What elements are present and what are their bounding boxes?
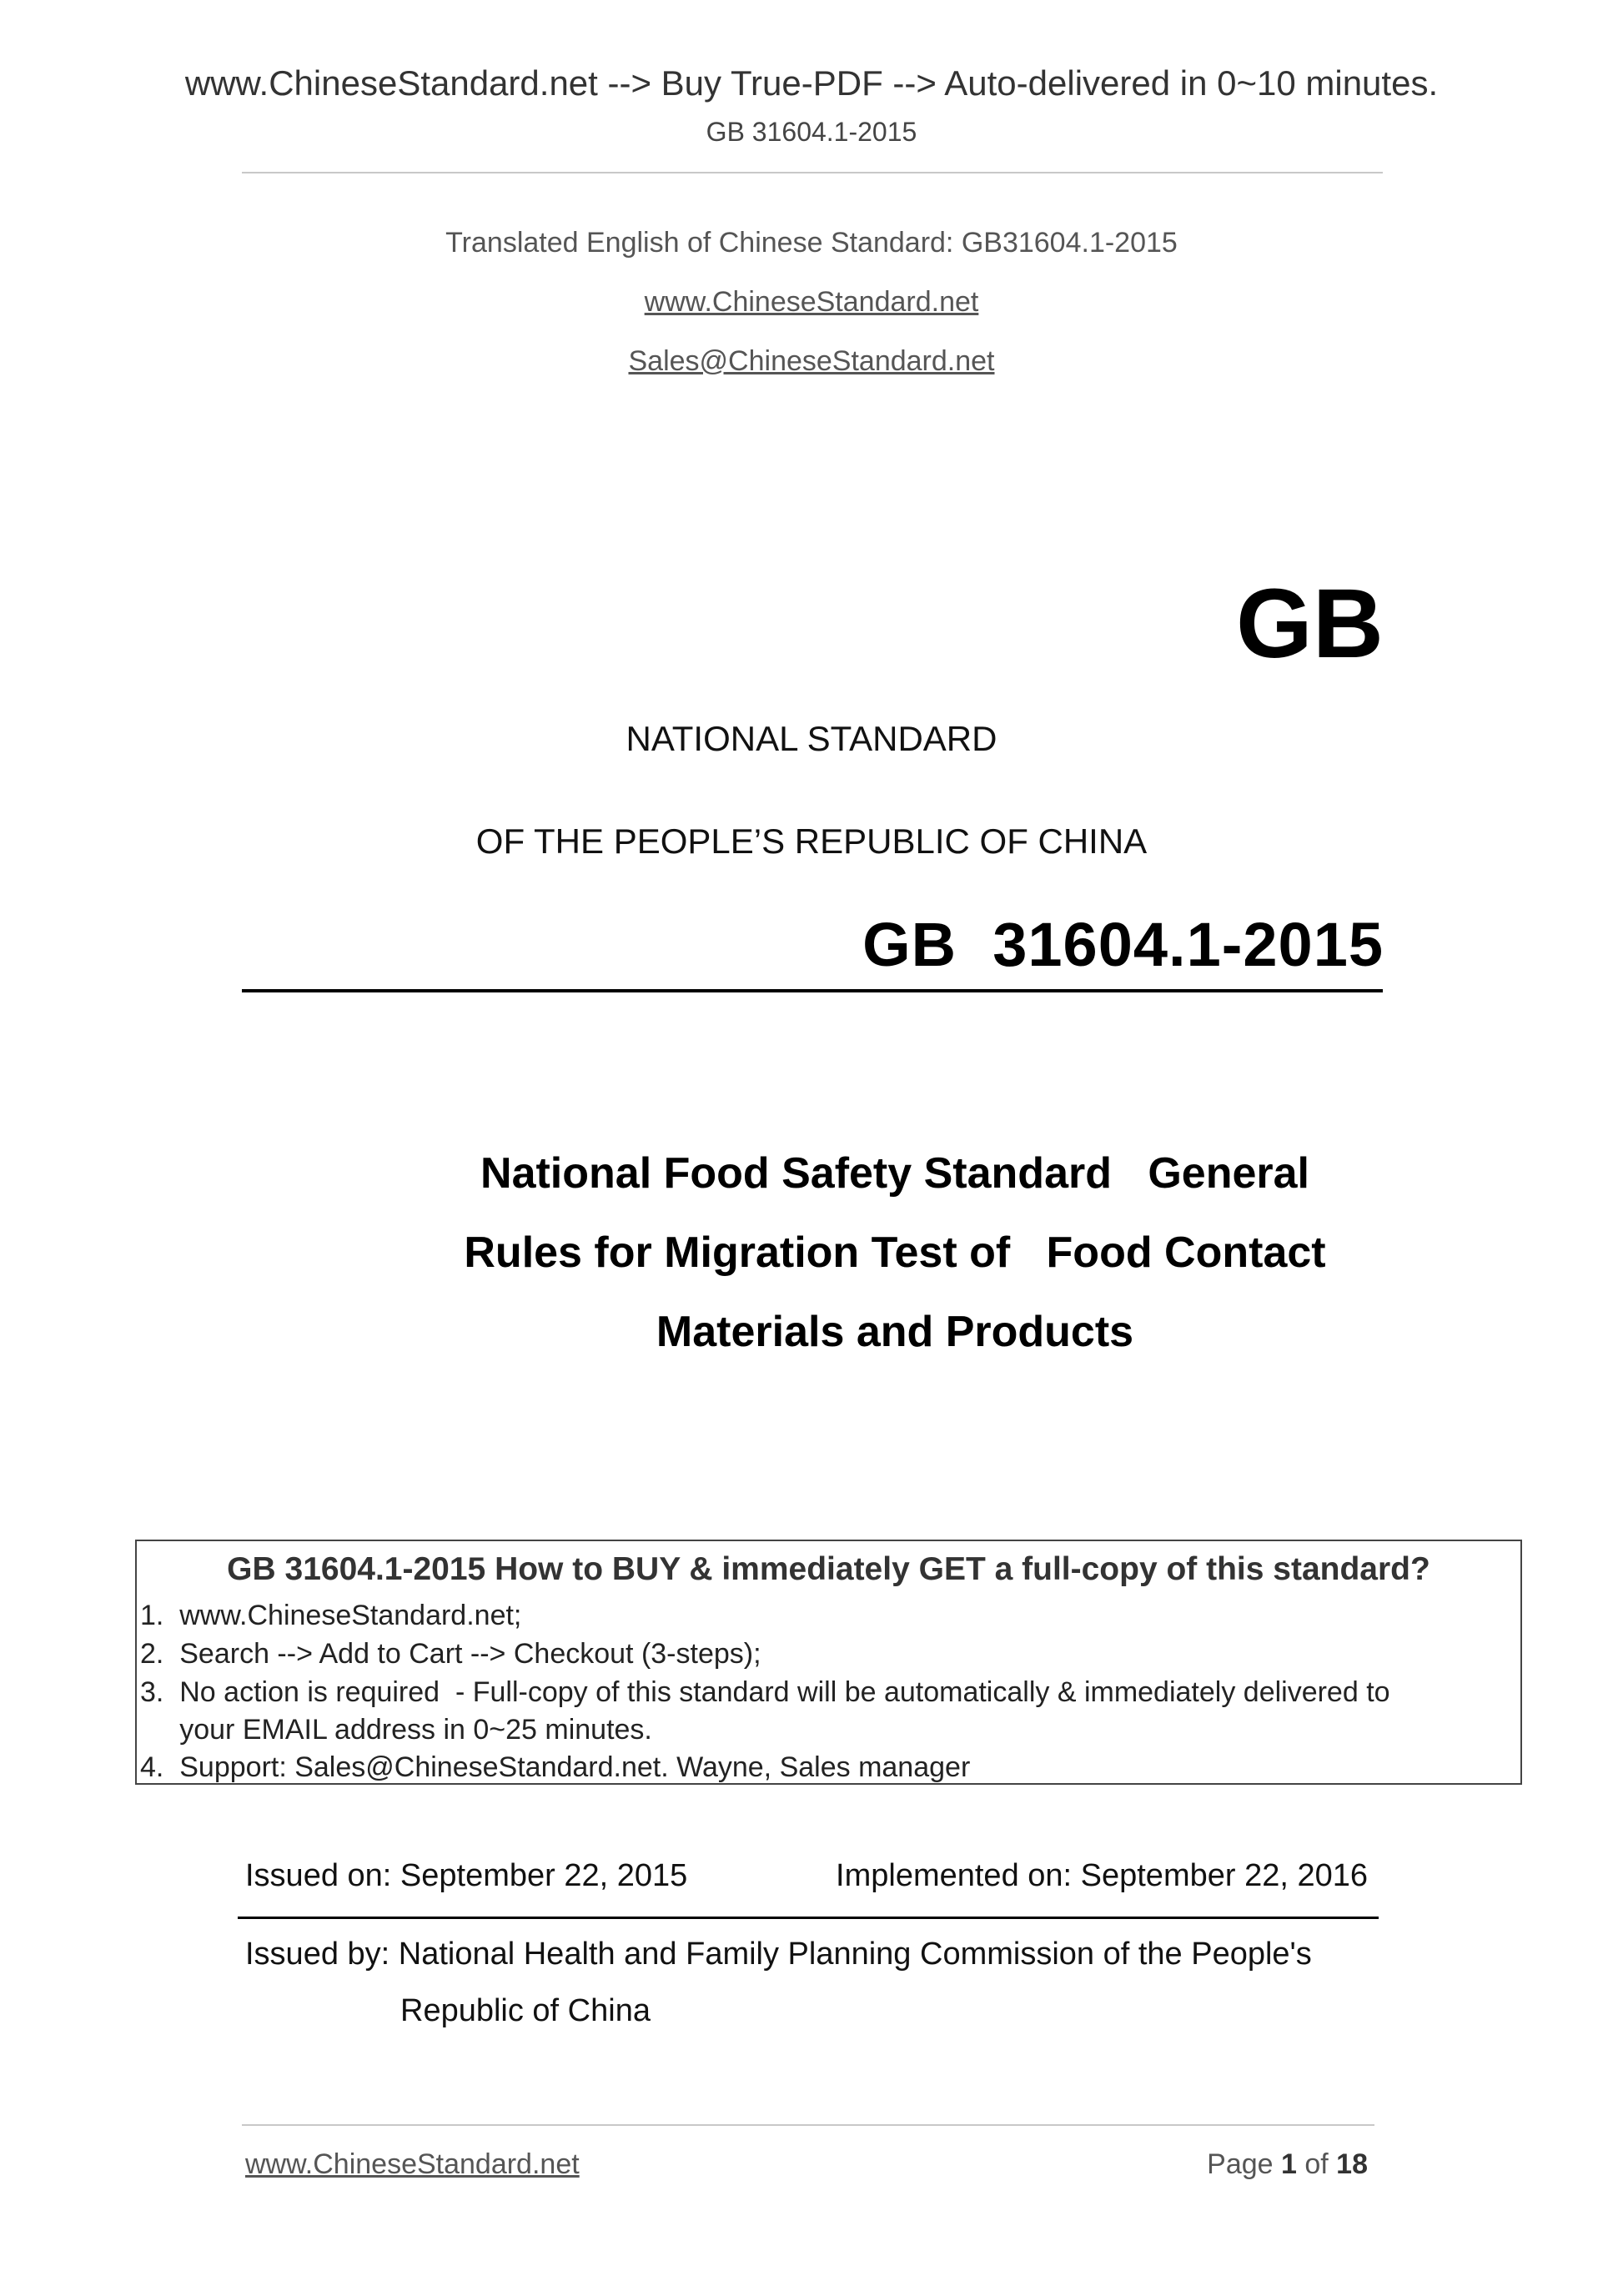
national-standard-heading: NATIONAL STANDARD <box>626 719 997 758</box>
document-title-line-3: Materials and Products <box>656 1308 1134 1356</box>
header-standard-code: GB 31604.1-2015 <box>706 117 917 147</box>
issued-on-date: Issued on: September 22, 2015 <box>245 1858 688 1893</box>
footer-website-link[interactable]: www.ChineseStandard.net <box>245 2148 580 2180</box>
purchase-step-1: 1. www.ChineseStandard.net; <box>140 1600 522 1631</box>
translation-website-link[interactable]: www.ChineseStandard.net <box>644 286 979 318</box>
footer-divider <box>242 2124 1374 2126</box>
translation-line: Translated English of Chinese Standard: GB31604.1-2015 <box>445 227 1178 259</box>
republic-heading: OF THE PEOPLE’S REPUBLIC OF CHINA <box>475 821 1148 861</box>
standard-code-rule <box>242 989 1383 992</box>
translation-website-row <box>0 286 1623 319</box>
issued-by: Issued by: National Health and Family Planning Commission of the People's <box>245 1937 1312 1972</box>
standard-code-large: GB 31604.1-2015 <box>862 910 1384 979</box>
translation-email-link[interactable]: Sales@ChineseStandard.net <box>628 345 995 377</box>
purchase-step-3-cont: your EMAIL address in 0~25 minutes. <box>140 1714 652 1746</box>
page-total: 18 <box>1336 2148 1368 2180</box>
page-prefix: Page <box>1207 2148 1281 2180</box>
issue-divider <box>238 1917 1379 1919</box>
purchase-step-3: 3. No action is required - Full-copy of this standard will be automatically & immediately delivered to <box>140 1676 1390 1708</box>
document-title-line-2: Rules for Migration Test of Food Contact <box>464 1228 1326 1277</box>
implemented-on-date: Implemented on: September 22, 2016 <box>836 1858 1368 1893</box>
purchase-step-2: 2. Search --> Add to Cart --> Checkout (3-steps); <box>140 1638 761 1670</box>
gb-mark: GB <box>1236 569 1384 679</box>
document-title-line-1: National Food Safety Standard General <box>480 1149 1309 1198</box>
translation-email-row <box>0 345 1623 378</box>
page-indicator <box>1207 2148 1368 2181</box>
purchase-step-4: 4. Support: Sales@ChineseStandard.net. Wayne, Sales manager <box>140 1751 971 1783</box>
header-banner: www.ChineseStandard.net --> Buy True-PDF --> Auto-delivered in 0~10 minutes. <box>184 63 1439 103</box>
page-number: 1 <box>1281 2148 1297 2180</box>
header-divider <box>242 172 1383 173</box>
purchase-box-title: GB 31604.1-2015 How to BUY & immediately GET a full-copy of this standard? <box>227 1551 1430 1587</box>
purchase-info-box <box>135 1540 1522 1785</box>
issued-by-continued: Republic of China <box>400 1993 651 2028</box>
page-of: of <box>1296 2148 1337 2180</box>
